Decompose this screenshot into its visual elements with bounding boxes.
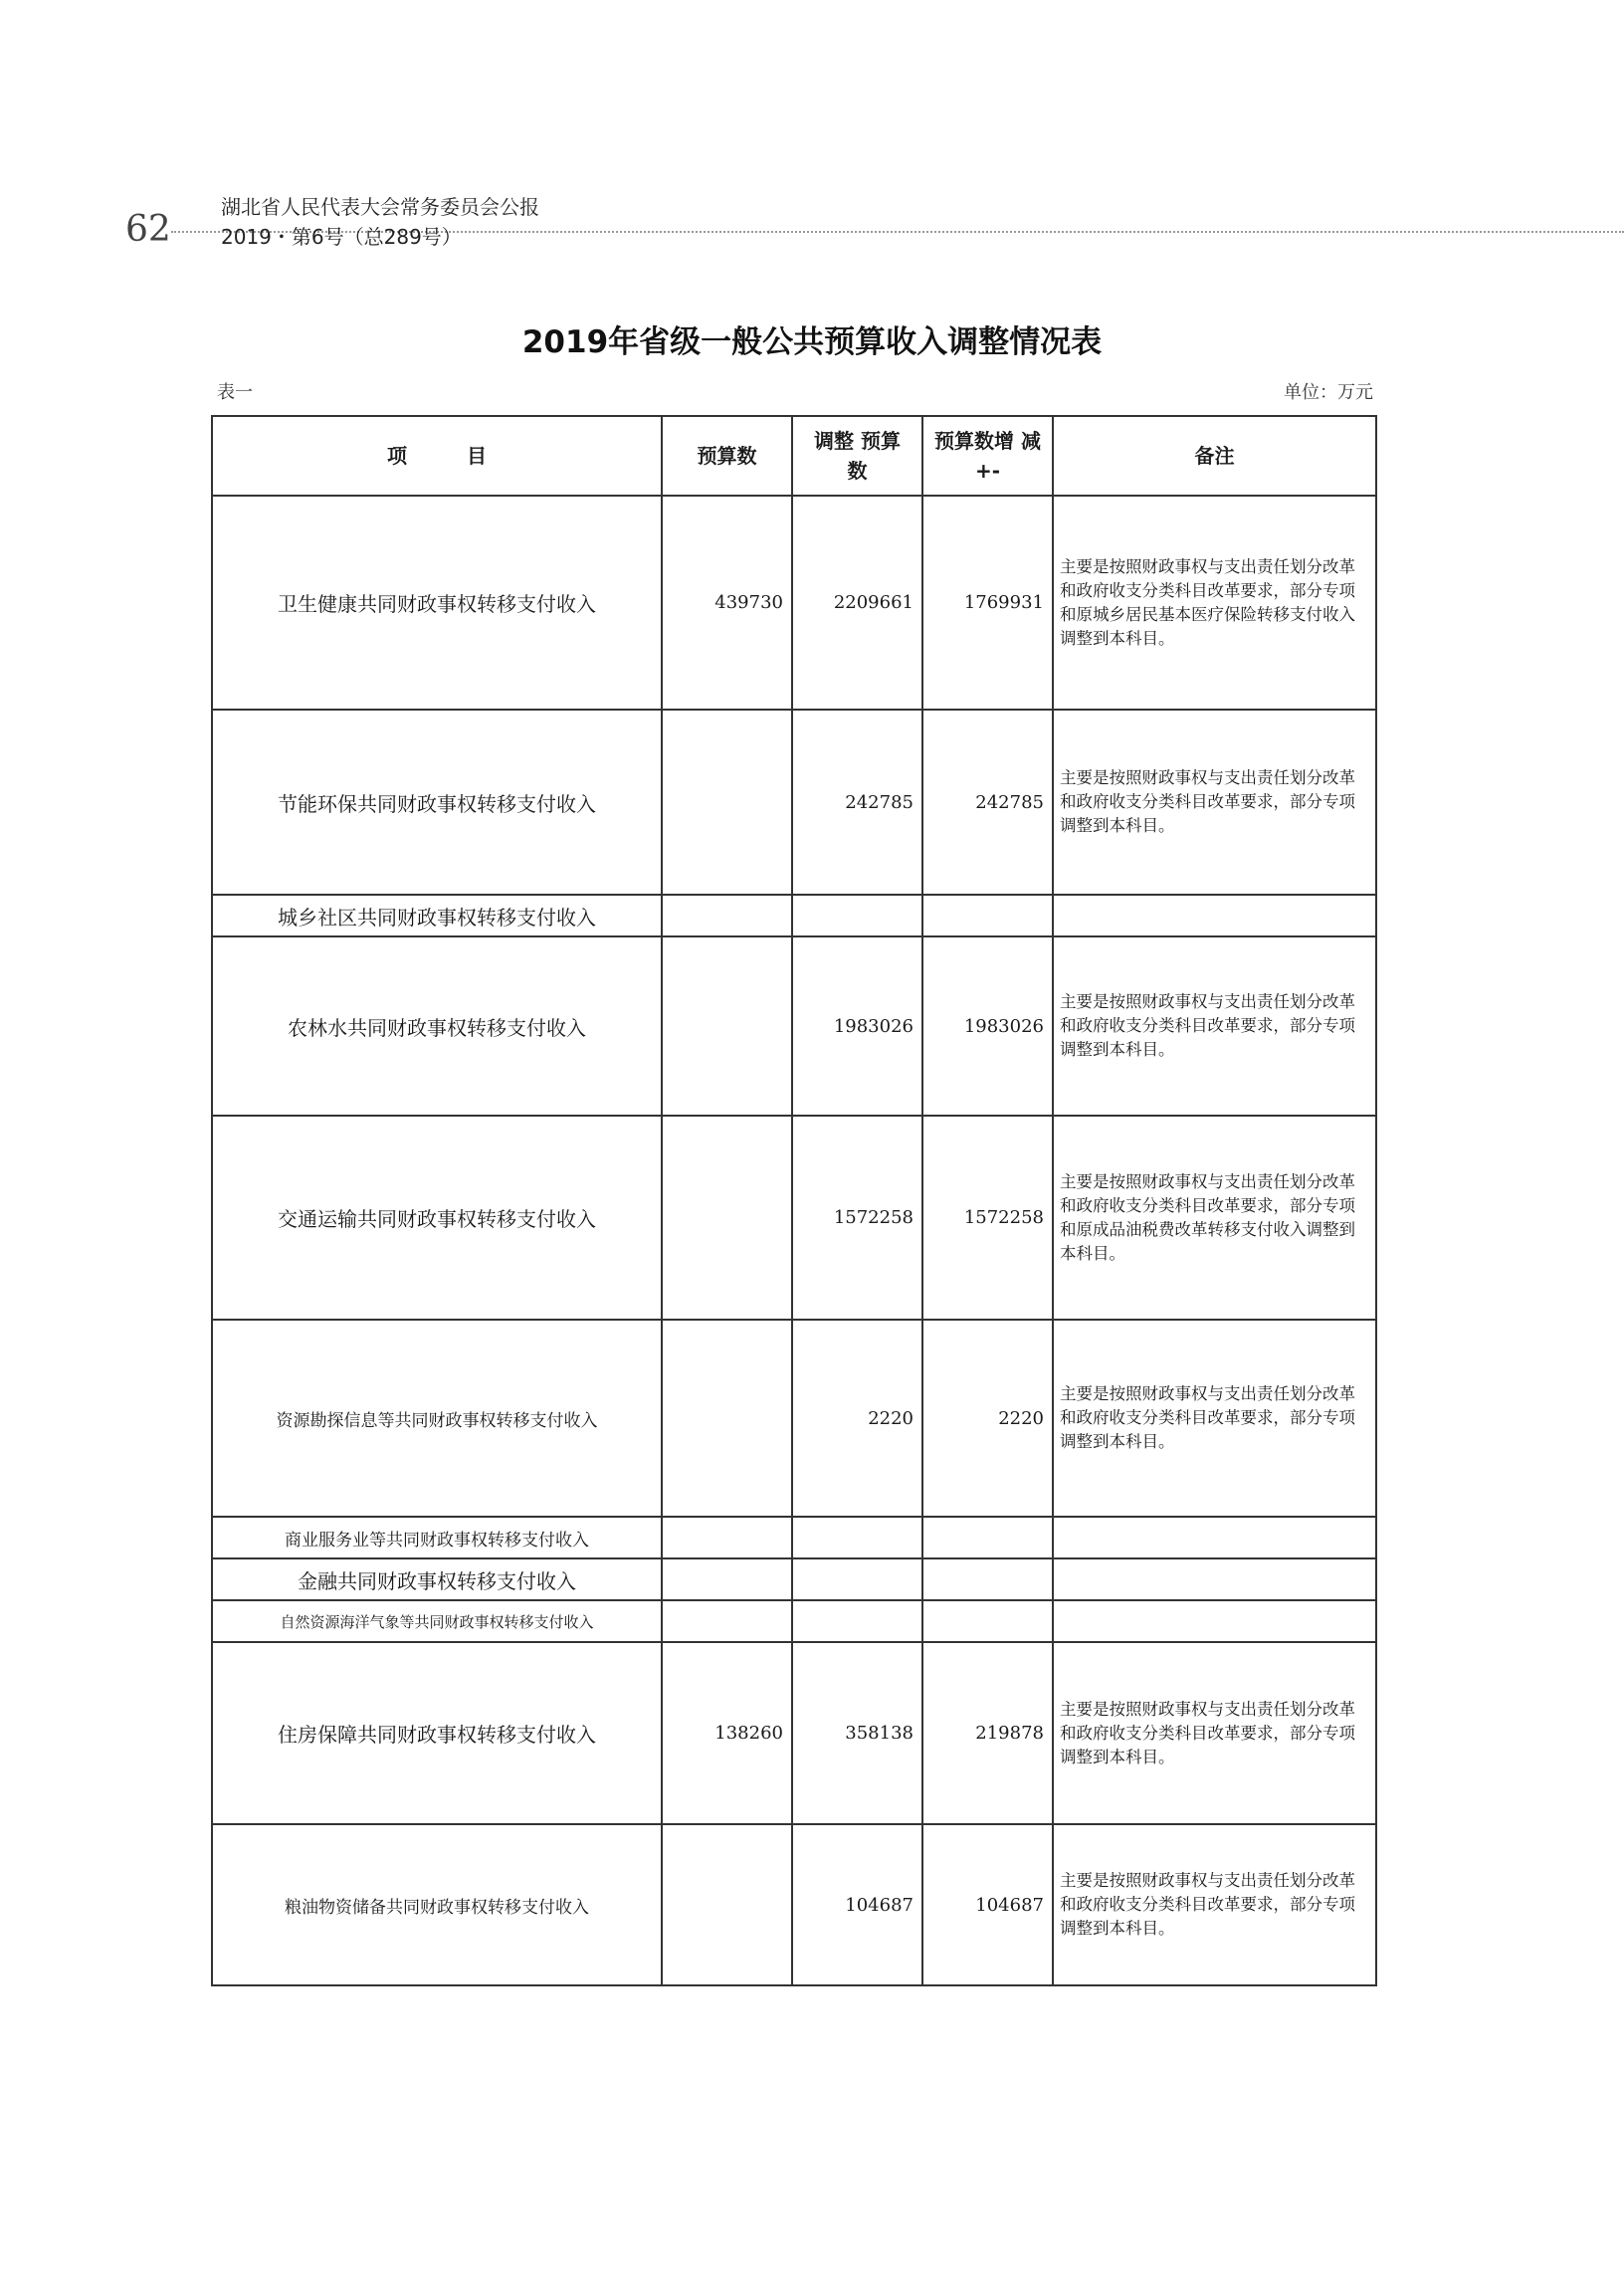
- table-row: [212, 1824, 1376, 1985]
- header-change: 预算数增 减+-: [922, 416, 1053, 496]
- row-budget: [662, 1116, 792, 1320]
- issue-number: 2019・第6号（总289号）: [221, 225, 462, 249]
- table-row: [212, 1320, 1376, 1517]
- row-name: 资源勘探信息等共同财政事权转移支付收入: [212, 1320, 662, 1517]
- row-name: 粮油物资储备共同财政事权转移支付收入: [212, 1824, 662, 1985]
- row-adjusted: 2209661: [792, 496, 922, 710]
- table-row: [212, 1600, 1376, 1642]
- table-row: [212, 1116, 1376, 1320]
- row-name: 卫生健康共同财政事权转移支付收入: [212, 496, 662, 710]
- table-row: [212, 1558, 1376, 1600]
- row-change: 1983026: [922, 936, 1053, 1116]
- table-row: [212, 1517, 1376, 1558]
- row-name: 农林水共同财政事权转移支付收入: [212, 936, 662, 1116]
- row-adjusted: 358138: [792, 1642, 922, 1824]
- table-row: [212, 936, 1376, 1116]
- row-name: 金融共同财政事权转移支付收入: [212, 1558, 662, 1600]
- row-note: 主要是按照财政事权与支出责任划分改革和政府收支分类科目改革要求，部分专项调整到本科目。: [1053, 1642, 1376, 1824]
- row-note: 主要是按照财政事权与支出责任划分改革和政府收支分类科目改革要求，部分专项和原成品油税费改革转移支付收入调整到本科目。: [1053, 1116, 1376, 1320]
- row-adjusted: 242785: [792, 710, 922, 895]
- row-change: 1572258: [922, 1116, 1053, 1320]
- row-budget: [662, 936, 792, 1116]
- header-item: 项 目: [212, 416, 662, 496]
- row-budget: [662, 1600, 792, 1642]
- row-change: 1769931: [922, 496, 1053, 710]
- row-adjusted: [792, 1600, 922, 1642]
- row-note: [1053, 1600, 1376, 1642]
- row-name: 住房保障共同财政事权转移支付收入: [212, 1642, 662, 1824]
- row-budget: [662, 1517, 792, 1558]
- table-number: 表一: [217, 382, 253, 403]
- document-title: 2019年省级一般公共预算收入调整情况表: [521, 324, 1103, 360]
- row-change: [922, 1517, 1053, 1558]
- row-budget: [662, 895, 792, 936]
- table-row: [212, 895, 1376, 936]
- row-change: [922, 895, 1053, 936]
- row-budget: 439730: [662, 496, 792, 710]
- row-change: [922, 1600, 1053, 1642]
- row-note: 主要是按照财政事权与支出责任划分改革和政府收支分类科目改革要求，部分专项调整到本科目。: [1053, 710, 1376, 895]
- journal-name: 湖北省人民代表大会常务委员会公报: [221, 195, 539, 219]
- row-note: [1053, 1558, 1376, 1600]
- row-change: 219878: [922, 1642, 1053, 1824]
- header-budget: 预算数: [662, 416, 792, 496]
- row-change: 242785: [922, 710, 1053, 895]
- header-adjusted: 调整 预算数: [792, 416, 922, 496]
- row-adjusted: [792, 1517, 922, 1558]
- row-change: 2220: [922, 1320, 1053, 1517]
- table-row: [212, 496, 1376, 710]
- row-note: [1053, 895, 1376, 936]
- row-budget: [662, 710, 792, 895]
- row-adjusted: 1983026: [792, 936, 922, 1116]
- row-adjusted: 104687: [792, 1824, 922, 1985]
- row-name: 交通运输共同财政事权转移支付收入: [212, 1116, 662, 1320]
- row-note: 主要是按照财政事权与支出责任划分改革和政府收支分类科目改革要求，部分专项调整到本科目。: [1053, 936, 1376, 1116]
- row-adjusted: 2220: [792, 1320, 922, 1517]
- table-row: [212, 1642, 1376, 1824]
- row-adjusted: 1572258: [792, 1116, 922, 1320]
- row-budget: [662, 1824, 792, 1985]
- row-budget: 138260: [662, 1642, 792, 1824]
- table-row: [212, 710, 1376, 895]
- unit-label: 单位：万元: [1284, 382, 1373, 403]
- row-note: 主要是按照财政事权与支出责任划分改革和政府收支分类科目改革要求，部分专项调整到本科目。: [1053, 1824, 1376, 1985]
- row-name: 节能环保共同财政事权转移支付收入: [212, 710, 662, 895]
- row-note: 主要是按照财政事权与支出责任划分改革和政府收支分类科目改革要求，部分专项和原城乡居民基本医疗保险转移支付收入调整到本科目。: [1053, 496, 1376, 710]
- row-name: 城乡社区共同财政事权转移支付收入: [212, 895, 662, 936]
- row-change: 104687: [922, 1824, 1053, 1985]
- row-name: 自然资源海洋气象等共同财政事权转移支付收入: [212, 1600, 662, 1642]
- header-note: 备注: [1053, 416, 1376, 496]
- row-budget: [662, 1558, 792, 1600]
- row-change: [922, 1558, 1053, 1600]
- row-note: 主要是按照财政事权与支出责任划分改革和政府收支分类科目改革要求，部分专项调整到本科目。: [1053, 1320, 1376, 1517]
- row-budget: [662, 1320, 792, 1517]
- page-number: 62: [125, 209, 171, 250]
- row-name: 商业服务业等共同财政事权转移支付收入: [212, 1517, 662, 1558]
- row-note: [1053, 1517, 1376, 1558]
- budget-table: [211, 415, 1377, 1986]
- table-header-row: [212, 416, 1376, 496]
- row-adjusted: [792, 1558, 922, 1600]
- row-adjusted: [792, 895, 922, 936]
